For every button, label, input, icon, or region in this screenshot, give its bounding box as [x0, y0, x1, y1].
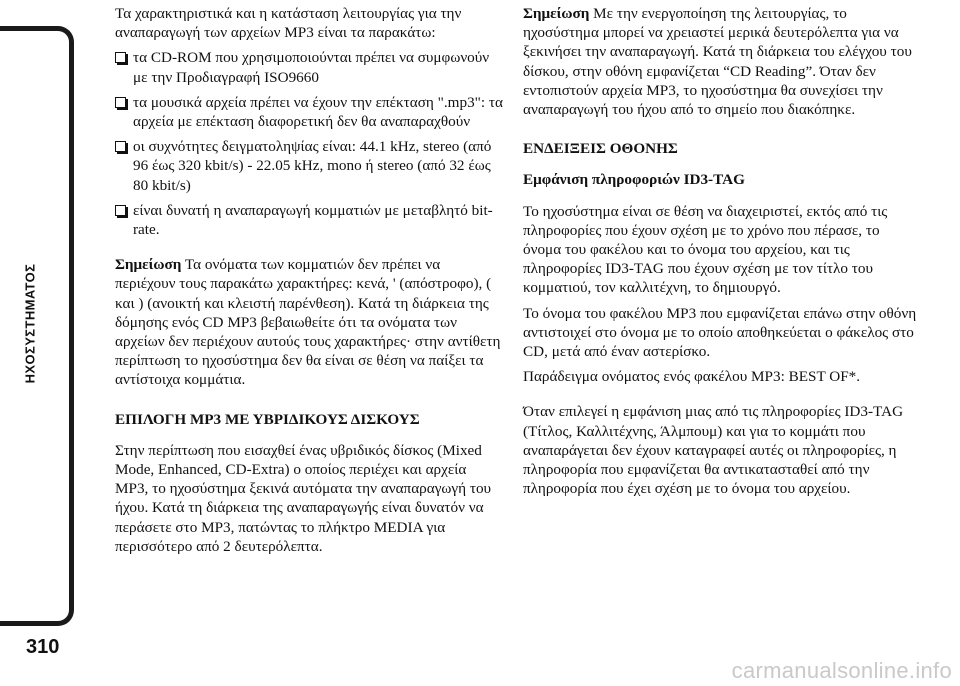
note-paragraph	[523, 4, 918, 119]
list-item-text: οι συχνότητες δειγματοληψίας είναι: 44.1 kHz, stereo (από 96 έως 320 kbit/s) - 22.05 kHz, mono ή stereo (από 32 έως 80 kbit/s)	[133, 138, 492, 194]
checkbox-bullet-icon	[115, 205, 126, 216]
folder-name-paragraph: Το όνομα του φακέλου MP3 που εμφανίζεται επάνω στην οθόνη αντιστοιχεί στο όνομα με το οποίο αποθηκεύεται ο φάκελος στο CD, μετά από έναν αστερίσκο.	[523, 304, 917, 361]
checkbox-bullet-icon	[115, 52, 126, 63]
left-column	[115, 4, 503, 562]
note-text: Με την ενεργοποίηση της λειτουργίας, το ηχοσύστημα μπορεί να χρειαστεί μερικά δευτερόλεπτα για να ξεκινήσει την αναπαραγωγή. Κατά τη διάρκεια του ελέγχου του δίσκου, στην οθόνη εμφανίζεται “CD Reading”. Όταν δεν εντοπιστούν αρχεία MP3, το ηχοσύστημα θα συνεχίσει την αναπαραγωγή του ήχου από το σημείο που διακόπηκε.	[523, 5, 912, 119]
note-label: Σημείωση	[115, 256, 182, 274]
example-paragraph: Παράδειγμα ονόματος ενός φακέλου MP3: BEST OF*.	[523, 368, 861, 386]
section-label	[10, 238, 50, 408]
list-item	[115, 137, 503, 195]
note-text: Τα ονόματα των κομματιών δεν πρέπει να περιέχουν τους παρακάτω χαρακτήρες: κενά, ' (απόστροφο), ( και ) (ανοικτή και κλειστή παρένθεση). Κατά τη διάρκεια της δόμησης ενός CD MP3 βεβαιωθείτε ότι τα ονόματα των αρχείων δεν περιέχουν αυτούς τους χαρακτήρες· στην αντίθετη περίπτωση το ηχοσύστημα δεν θα είναι σε θέση να παίξει τα αντίστοιχα κομμάτια.	[115, 256, 501, 389]
note-label: Σημείωση	[523, 5, 590, 22]
right-column	[523, 4, 918, 504]
intro-paragraph: Τα χαρακτηριστικά και η κατάσταση λειτουργίας για την αναπαραγωγή των αρχείων MP3 είναι τα παρακάτω:	[115, 5, 462, 42]
list-item-text: τα μουσικά αρχεία πρέπει να έχουν την επέκταση ".mp3": τα αρχεία με επέκταση διαφορετική δεν θα αναπαραχθούν	[133, 93, 503, 131]
id3-paragraph: Το ηχοσύστημα είναι σε θέση να διαχειριστεί, εκτός από τις πληροφορίες που έχουν σχέση με το χρόνο που πέρασε, το όνομα του φακέλου και το όνομα του αρχείου, και τις πληροφορίες ID3-TAG που έχουν σχέση με τον τίτλο του κομματιού, τον καλλιτέχνη, το δημιουργό.	[523, 202, 888, 297]
list-item	[115, 48, 503, 86]
page-number: 310	[26, 636, 60, 658]
subsection-heading: Εμφάνιση πληροφοριών ID3-TAG	[523, 171, 745, 189]
list-item	[115, 93, 503, 131]
note-paragraph	[115, 255, 503, 389]
list-item-text: τα CD-ROM που χρησιμοποιούνται πρέπει να συμφωνούν με την Προδιαγραφή ISO9660	[133, 49, 490, 86]
hybrid-disc-paragraph: Στην περίπτωση που εισαχθεί ένας υβριδικός δίσκος (Mixed Mode, Enhanced, CD-Extra) ο οποίος περιέχει και αρχεία MP3, το ηχοσύστημα ξεκινά αυτόματα την αναπαραγωγή του ήχου. Κατά τη διάρκεια της αναπαραγωγής είναι δυνατόν να περάσετε στο MP3, πατώντας το πλήκτρο MEDIA για περισσότερο από 2 δευτερόλεπτα.	[115, 441, 492, 555]
checkbox-bullet-icon	[115, 97, 126, 108]
watermark: carmanualsonline.info	[731, 658, 952, 683]
id3-fallback-paragraph: Όταν επιλεγεί η εμφάνιση μιας από τις πληροφορίες ID3-TAG (Τίτλος, Καλλιτέχνης, Άλμπουμ) και για το κομμάτι που αναπαράγεται δεν έχουν καταγραφεί αυτές οι πληροφορίες, η πληροφορία που εμφανίζεται θα αντικατασταθεί από την πληροφορία που έχει σχέση με το όνομα του αρχείου.	[523, 403, 904, 498]
checkbox-bullet-icon	[115, 141, 126, 152]
list-item-text: είναι δυνατή η αναπαραγωγή κομματιών με μεταβλητό bit-rate.	[133, 201, 493, 239]
section-heading: ΕΠΙΛΟΓΗ MP3 ΜΕ ΥΒΡΙΔΙΚΟΥΣ ΔΙΣΚΟΥΣ	[115, 410, 420, 428]
section-heading: ΕΝΔΕΙΞΕΙΣ ΟΘΟΝΗΣ	[523, 140, 678, 158]
list-item	[115, 201, 503, 239]
section-label-text: ΗΧΟΣΥΣΤΗΜΑΤΟΣ	[22, 263, 38, 383]
page-sidebar	[0, 0, 82, 686]
